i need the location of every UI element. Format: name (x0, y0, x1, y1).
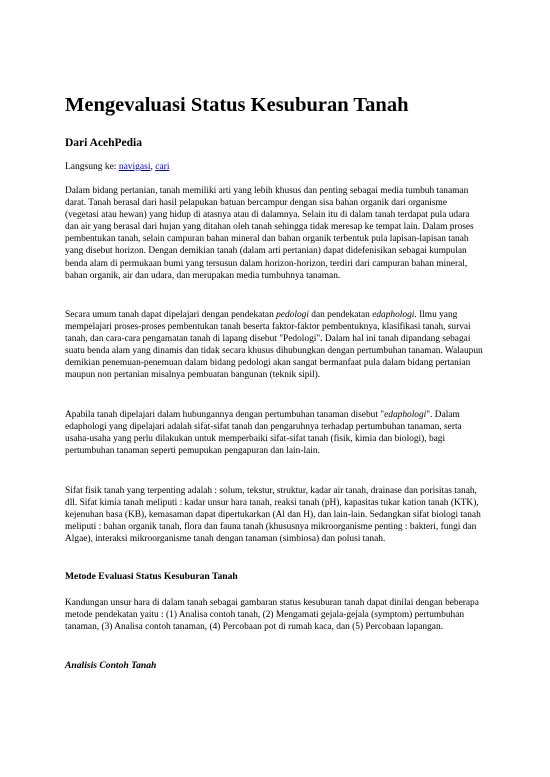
term-pedologi: pedologi (276, 310, 309, 320)
paragraph-intro (65, 185, 483, 282)
jump-prefix: Langsung ke: (65, 162, 117, 172)
paragraph-approaches (65, 309, 483, 382)
paragraph-text: Apabila tanah dipelajari dalam hubungannya dengan pertumbuhan tanaman disebut " (65, 410, 385, 420)
paragraph-text: Dalam bidang pertanian, tanah memiliki arti yang lebih khusus dan penting sebagai media tumbuh tanaman darat. Tanah berasal dari hasil pelapukan batuan bercampur dengan sisa bahan organik dari organisme (vegetasi atau hewan) yang hidup di atasnya atau di dalamnya. Selain itu di dalam tanah terdapat pula udara dan air yang berasal dari hujan yang ditahan oleh tanah sehingga tidak meresap ke tempat lain. Dalam proses pembentukan tanah, selain campuran bahan mineral dan bahan organik terbentuk pula lapisan-lapisan tanah yang disebut horizon. Dengan demikian tanah (dalam arti pertanian) dapat didefenisikan sebagai kumpulan benda alam di permukaan bumi yang tersusun dalam horizon-horizon, terdiri dari campuran bahan mineral, bahan organik, air dan udara, dan merupakan media tumbuhnya tanaman. (65, 186, 474, 281)
term-edaphologi: edaphologi. (372, 310, 417, 320)
term-edaphologi: edaphologi (384, 410, 427, 420)
paragraph-text: dan pendekatan (308, 310, 373, 320)
page-title: Mengevaluasi Status Kesuburan Tanah (65, 94, 409, 116)
paragraph-text: Ilmu yang mempelajari proses-proses pembentukan tanah beserta faktor-faktor pembentuknya, klasifikasi tanah, survai tanah, dan cara-cara pengamatan tanah di lapang disebut "Pedologi". Dalam hal ini tanah dipandang sebagai suatu benda alam yang dinamis dan tidak secara khusus dihubungkan dengan pertumbuhan tanaman. Walaupun demikian penemuan-penemuan dalam bidang pedologi akan sangat bermanfaat pula dalam bidang pertanian maupun non pertanian misalnya pembuatan bangunan (teknik sipil). (65, 310, 483, 381)
search-link[interactable]: cari (155, 162, 170, 172)
jump-links (65, 162, 170, 172)
jump-separator: , (150, 162, 153, 172)
paragraph-text: Kandungan unsur hara di dalam tanah sebagai gambaran status kesuburan tanah dapat dinilai dengan beberapa metode pendekatan yaitu : (1) Analisa contoh tanah, (2) Mengamati gejala-gejala (symptom) pertumbuhan tanaman, (3) Analisa contoh tanaman, (4) Percobaan pot di rumah kaca, dan (5) Percobaan lapangan. (65, 598, 479, 633)
section-heading-method: Metode Evaluasi Status Kesuburan Tanah (65, 571, 238, 582)
navigation-link[interactable]: navigasi (118, 162, 151, 172)
paragraph-text: ". Dalam edaphologi yang dipelajari adalah sifat-sifat tanah dan pengaruhnya terhadap pertumbuhan tanaman, serta usaha-usaha yang perlu dilakukan untuk memperbaiki sifat-sifat tanah (fisik, kimia dan biologi), bagi pertumbuhan tanaman seperti pemupukan pengapuran dan lain-lain. (65, 410, 462, 457)
paragraph-edaphology (65, 409, 483, 457)
paragraph-text: Sifat fisik tanah yang terpenting adalah : solum, tekstur, struktur, kadar air tanah, drainase dan porisitas tanah, dll. Sifat kimia tanah meliputi : kadar unsur hara tanah, reaksi tanah (pH), kapasitas tukar kation tanah (KTK), kejenuhan basa (KB), kemasaman dapat dipertukarkan (Al dan H), dan lain-lain. Sedangkan sifat biologi tanah meliputi : bahan organik tanah, flora dan fauna tanah (khususnya mikroorganisme penting : bakteri, fungi dan Algae), interaksi mikroorganisme tanah dengan tanaman (simbiosa) dan polusi tanah. (65, 486, 481, 545)
paragraph-text: Secara umum tanah dapat dipelajari dengan pendekatan (65, 310, 277, 320)
paragraph-methods (65, 597, 483, 633)
section-heading-soil-analysis: Analisis Contoh Tanah (65, 660, 157, 671)
paragraph-soil-properties (65, 485, 483, 545)
page-subtitle: Dari AcehPedia (65, 137, 142, 149)
